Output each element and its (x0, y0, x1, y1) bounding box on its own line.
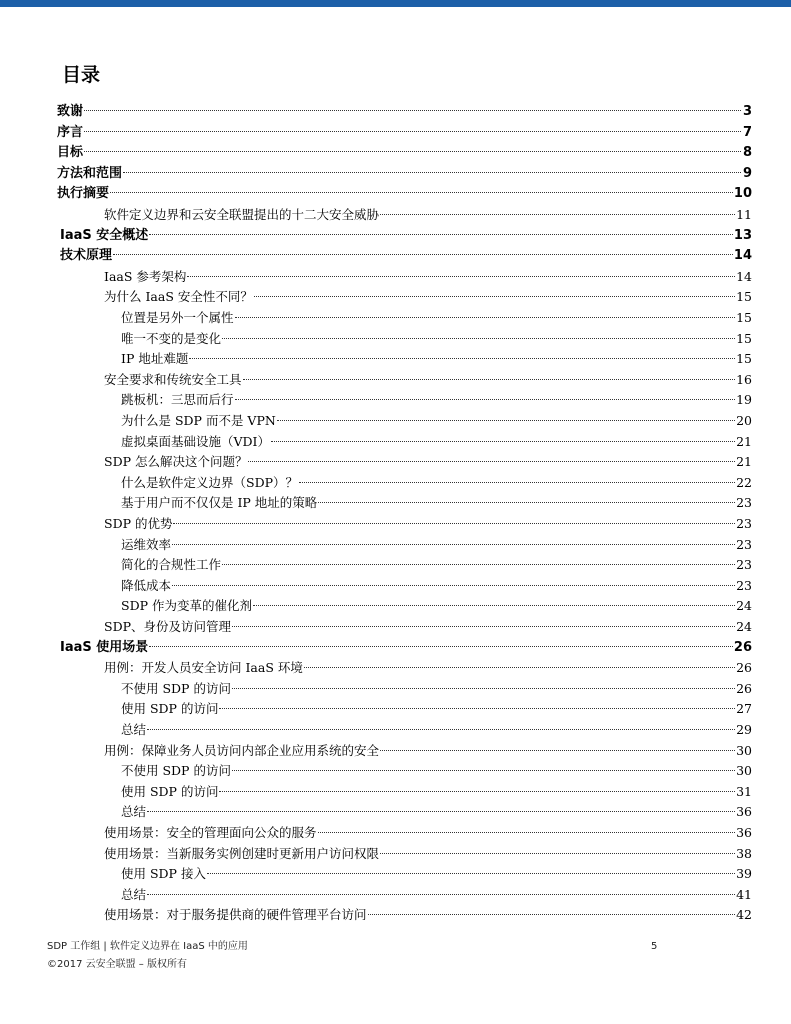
toc-dot-leader (318, 501, 735, 503)
toc-entry-page: 16 (736, 372, 752, 387)
toc-dot-leader (147, 893, 735, 895)
toc-entry-page: 15 (736, 310, 752, 325)
toc-dot-leader (368, 913, 736, 915)
toc-dot-leader (304, 666, 735, 668)
toc-dot-leader (235, 316, 736, 318)
toc-dot-leader (149, 233, 733, 235)
toc-dot-leader (219, 707, 735, 709)
toc-entry-page: 38 (736, 846, 752, 861)
toc-dot-leader (84, 130, 741, 132)
toc-dot-leader (222, 563, 735, 565)
toc-entry[interactable] (60, 638, 752, 658)
toc-entry[interactable] (57, 102, 752, 122)
toc-entry[interactable] (121, 473, 752, 493)
toc-entry-label: 位置是另外一个属性 (121, 310, 234, 325)
toc-dot-leader (271, 440, 735, 442)
toc-entry-label: 使用场景：对于服务提供商的硬件管理平台访问 (104, 907, 367, 922)
toc-entry-page: 15 (736, 351, 752, 366)
toc-entry[interactable] (121, 349, 752, 369)
toc-entry[interactable] (121, 576, 752, 596)
toc-dot-leader (172, 543, 735, 545)
toc-entry-label: 使用 SDP 的访问 (121, 701, 219, 716)
toc-entry-label: SDP、身份及访问管理 (104, 619, 231, 634)
page-footer (47, 938, 747, 974)
toc-dot-leader (232, 625, 735, 627)
toc-entry-label: IaaS 参考架构 (104, 269, 187, 284)
toc-entry[interactable] (121, 555, 752, 575)
toc-entry-label: 总结 (121, 804, 147, 819)
toc-entry[interactable] (104, 823, 752, 843)
toc-entry-label: 使用场景：当新服务实例创建时更新用户访问权限 (104, 846, 380, 861)
toc-entry[interactable] (121, 679, 752, 699)
toc-entry-label: 使用场景：安全的管理面向公众的服务 (104, 825, 317, 840)
toc-dot-leader (254, 295, 735, 297)
toc-entry-label: SDP 作为变革的催化剂 (121, 598, 252, 613)
toc-entry-page: 14 (736, 269, 752, 284)
toc-dot-leader (235, 398, 736, 400)
toc-entry-label: IaaS 安全概述 (60, 228, 149, 243)
toc-entry[interactable] (104, 741, 752, 761)
toc-dot-leader (248, 460, 735, 462)
toc-entry-label: 用例：开发人员安全访问 IaaS 环境 (104, 660, 303, 675)
toc-entry-page: 27 (736, 701, 752, 716)
toc-entry-page: 36 (736, 825, 752, 840)
toc-dot-leader (147, 810, 735, 812)
toc-entry-label: 使用 SDP 的访问 (121, 784, 219, 799)
toc-dot-leader (222, 337, 735, 339)
toc-entry[interactable] (121, 308, 752, 328)
toc-entry-page: 21 (736, 434, 752, 449)
toc-entry[interactable] (104, 617, 752, 637)
toc-dot-leader (232, 687, 735, 689)
toc-dot-leader (172, 584, 735, 586)
toc-dot-leader (253, 604, 735, 606)
toc-entry-page: 24 (736, 598, 752, 613)
toc-entry-label: 不使用 SDP 的访问 (121, 763, 231, 778)
toc-entry-label: 致谢 (57, 104, 84, 119)
toc-dot-leader (123, 171, 741, 173)
toc-entry-label: 执行摘要 (57, 186, 110, 201)
toc-entry[interactable] (121, 411, 752, 431)
toc-entry[interactable] (121, 493, 752, 513)
toc-entry-page: 30 (736, 743, 752, 758)
toc-dot-leader (207, 872, 735, 874)
toc-entry-page: 8 (742, 145, 752, 160)
toc-entry[interactable] (60, 226, 752, 246)
toc-entry-page: 36 (736, 804, 752, 819)
toc-entry[interactable] (104, 514, 752, 534)
toc-entry[interactable] (121, 761, 752, 781)
toc-dot-leader (189, 357, 735, 359)
toc-entry-page: 31 (736, 784, 752, 799)
toc-entry[interactable] (104, 844, 752, 864)
toc-entry-label: 简化的合规性工作 (121, 557, 222, 572)
toc-entry-page: 19 (736, 392, 752, 407)
toc-dot-leader (219, 790, 735, 792)
toc-entry-page: 26 (733, 640, 752, 655)
toc-entry-label: 为什么 IaaS 安全性不同？ (104, 289, 253, 304)
footer-doc-info: SDP 工作组 | 软件定义边界在 IaaS 中的应用 (47, 941, 248, 952)
toc-entry[interactable] (121, 699, 752, 719)
toc-entry-page: 10 (733, 186, 752, 201)
header-bar (0, 0, 791, 7)
toc-dot-leader (84, 109, 741, 111)
toc-entry-page: 15 (736, 289, 752, 304)
toc-entry-page: 23 (736, 557, 752, 572)
toc-entry[interactable] (121, 802, 752, 822)
toc-entry[interactable] (121, 596, 752, 616)
toc-entry-label: 虚拟桌面基础设施（VDI） (121, 434, 270, 449)
toc-entry[interactable] (104, 205, 752, 225)
toc-entry-page: 23 (736, 516, 752, 531)
toc-entry[interactable] (121, 432, 752, 452)
toc-dot-leader (299, 481, 735, 483)
toc-dot-leader (147, 728, 735, 730)
footer-copyright: ©2017 云安全联盟 – 版权所有 (47, 959, 187, 970)
toc-entry-label: SDP 的优势 (104, 516, 173, 531)
footer-page-number: 5 (651, 941, 658, 952)
toc-entry-label: 序言 (57, 125, 84, 140)
toc-entry[interactable] (60, 246, 752, 266)
toc-entry-label: 安全要求和传统安全工具 (104, 372, 242, 387)
toc-entry-label: 方法和范围 (57, 166, 123, 181)
toc-entry-page: 29 (736, 722, 752, 737)
toc-entry[interactable] (104, 905, 752, 925)
toc-entry[interactable] (104, 370, 752, 390)
toc-entry-page: 22 (736, 475, 752, 490)
toc-dot-leader (380, 749, 735, 751)
toc-entry-label: 跳板机：三思而后行 (121, 392, 234, 407)
toc-entry-page: 26 (736, 660, 752, 675)
toc-entry[interactable] (57, 123, 752, 143)
toc-entry-label: 技术原理 (60, 248, 113, 263)
toc-entry-page: 11 (736, 207, 752, 222)
toc-entry[interactable] (121, 864, 752, 884)
toc-dot-leader (84, 150, 741, 152)
toc-dot-leader (149, 645, 733, 647)
toc-entry-page: 9 (742, 166, 752, 181)
toc-entry-page: 20 (736, 413, 752, 428)
toc-entry-label: 唯一不变的是变化 (121, 331, 222, 346)
toc-dot-leader (380, 852, 735, 854)
toc-entry-page: 26 (736, 681, 752, 696)
toc-entry-page: 23 (736, 537, 752, 552)
toc-entry-page: 30 (736, 763, 752, 778)
toc-entry-page: 39 (736, 866, 752, 881)
toc-entry[interactable] (104, 267, 752, 287)
toc-dot-leader (173, 522, 735, 524)
toc-dot-leader (232, 769, 735, 771)
toc-entry[interactable] (121, 535, 752, 555)
toc-entry[interactable] (121, 720, 752, 740)
toc-entry-label: 目标 (57, 145, 84, 160)
toc-entry[interactable] (121, 329, 752, 349)
toc-entry-page: 42 (736, 907, 752, 922)
toc-entry-label: 为什么是 SDP 而不是 VPN (121, 413, 276, 428)
toc-entry-page: 13 (733, 228, 752, 243)
toc-entry-page: 41 (736, 887, 752, 902)
toc-entry-label: 基于用户而不仅仅是 IP 地址的策略 (121, 495, 318, 510)
toc-entry-label: 软件定义边界和云安全联盟提出的十二大安全威胁 (104, 207, 380, 222)
toc-entry-page: 14 (733, 248, 752, 263)
toc-entry[interactable] (57, 184, 752, 204)
toc-entry-label: 不使用 SDP 的访问 (121, 681, 231, 696)
toc-dot-leader (113, 253, 733, 255)
toc-entry-label: SDP 怎么解决这个问题？ (104, 454, 248, 469)
toc-entry[interactable] (104, 287, 752, 307)
toc-dot-leader (277, 419, 735, 421)
toc-dot-leader (110, 191, 733, 193)
toc-entry[interactable] (57, 143, 752, 163)
toc-dot-leader (380, 213, 735, 215)
toc-entry-page: 3 (742, 104, 752, 119)
toc-entry-label: 什么是软件定义边界（SDP）？ (121, 475, 298, 490)
toc-entry-page: 7 (742, 125, 752, 140)
toc-entry-label: 总结 (121, 722, 147, 737)
toc-entry-label: 降低成本 (121, 578, 172, 593)
toc-entry-page: 23 (736, 495, 752, 510)
toc-entry-page: 24 (736, 619, 752, 634)
toc-entry[interactable] (121, 885, 752, 905)
toc-entry[interactable] (104, 658, 752, 678)
toc-entry[interactable] (121, 782, 752, 802)
toc-entry-label: 使用 SDP 接入 (121, 866, 206, 881)
toc-entry-label: IaaS 使用场景 (60, 640, 149, 655)
toc-entry-label: IP 地址难题 (121, 351, 189, 366)
toc-dot-leader (187, 275, 735, 277)
toc-entry[interactable] (121, 390, 752, 410)
toc-entry-page: 15 (736, 331, 752, 346)
toc-entry-page: 23 (736, 578, 752, 593)
toc-entry-label: 用例：保障业务人员访问内部企业应用系统的安全 (104, 743, 380, 758)
toc-entry[interactable] (57, 164, 752, 184)
toc-entry-page: 21 (736, 454, 752, 469)
toc-dot-leader (243, 378, 736, 380)
toc-entry-label: 运维效率 (121, 537, 172, 552)
toc-entry-label: 总结 (121, 887, 147, 902)
toc-dot-leader (318, 831, 736, 833)
page-title: 目录 (62, 64, 101, 86)
toc-entry[interactable] (104, 452, 752, 472)
